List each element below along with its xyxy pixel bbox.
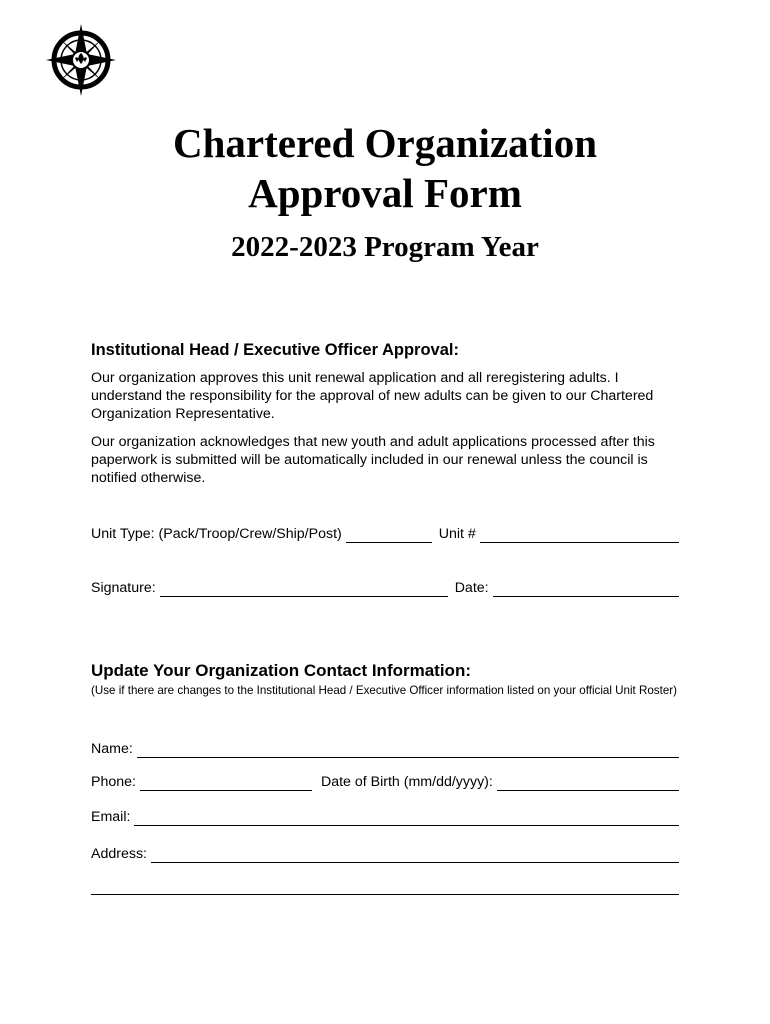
address-field[interactable] [151,847,679,863]
phone-field[interactable] [140,775,312,791]
name-label: Name: [91,741,133,757]
address-line-2-field[interactable] [91,894,679,895]
name-row [91,740,679,758]
name-field[interactable] [137,742,679,758]
contact-note: (Use if there are changes to the Institutional Head / Executive Officer information listed on your official Unit Roster) [91,684,677,697]
compass-logo-icon [44,22,118,98]
unit-type-label: Unit Type: (Pack/Troop/Crew/Ship/Post) [91,526,342,542]
approval-heading: Institutional Head / Executive Officer Approval: [91,341,459,359]
email-row [91,808,679,826]
email-label: Email: [91,809,131,825]
unit-type-row [91,525,679,543]
signature-label: Signature: [91,580,156,596]
signature-field[interactable] [160,581,448,597]
date-label: Date: [454,580,489,596]
date-field[interactable] [493,581,679,597]
contact-heading: Update Your Organization Contact Information: [91,661,471,680]
form-title-line2: Approval Form [248,170,522,216]
address-label: Address: [91,846,147,862]
phone-label: Phone: [91,774,136,790]
form-title-line1: Chartered Organization [173,120,597,166]
unit-number-label: Unit # [438,526,476,542]
address-row [91,845,679,863]
unit-number-field[interactable] [480,527,679,543]
approval-paragraph-2: Our organization acknowledges that new youth and adult applications processed after this paperwork is submitted will be automatically included in our renewal unless the council is notified otherwise. [91,434,655,486]
unit-type-field[interactable] [346,527,432,543]
phone-row [91,773,679,791]
signature-row [91,579,679,597]
email-field[interactable] [134,810,679,826]
dob-field[interactable] [497,775,679,791]
dob-label: Date of Birth (mm/dd/yyyy): [320,774,493,790]
approval-paragraph-1: Our organization approves this unit renewal application and all reregistering adults. I understand the responsibility for the approval of new adults can be given to our Chartered Organization Representative. [91,370,654,422]
program-year-subtitle: 2022-2023 Program Year [231,231,539,263]
